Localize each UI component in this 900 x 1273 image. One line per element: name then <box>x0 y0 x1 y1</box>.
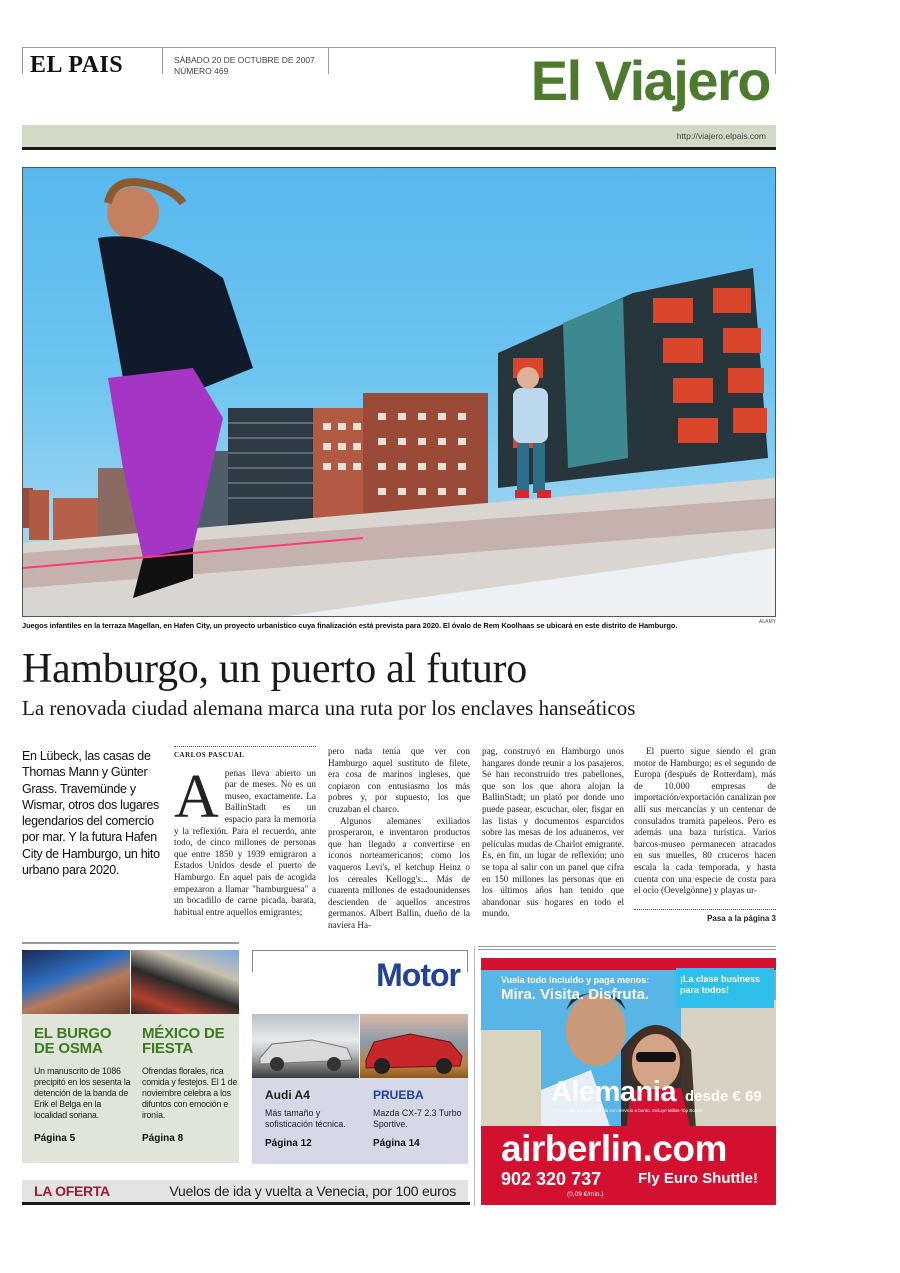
section-separator <box>22 942 239 944</box>
hafen-city-photo-illustration <box>23 168 776 617</box>
byline: CARLOS PASCUAL <box>174 751 245 759</box>
oferta-bar[interactable] <box>22 1180 468 1202</box>
ad-fineprint: Precio total del vuelo de ida con servicio a bordo. Incluye Millas-Top Bonus <box>553 1108 703 1113</box>
ad-tagline: Vuela todo incluido y paga menos: <box>501 975 650 985</box>
ad-business-text: ¡La clase business para todos! <box>680 974 761 995</box>
ad-business-badge <box>676 968 774 1008</box>
oferta-text: Vuelos de ida y vuelta a Venecia, por 100 euros <box>169 1183 456 1199</box>
motor-box <box>252 1078 468 1164</box>
promo-box <box>22 1014 239 1163</box>
motor-item-page: Página 14 <box>373 1138 420 1149</box>
divider <box>775 48 776 74</box>
car-icon <box>252 1014 359 1078</box>
promo-el-burgo[interactable] <box>34 1026 134 1144</box>
article-column-1 <box>174 746 316 918</box>
dateline <box>174 55 315 77</box>
photo-caption: Juegos infantiles en la terraza Magellan, en Hafen City, un proyecto urbanístico cuya finalización está prevista para 2020. El óvalo de Rem Koolhaas se ubicará en este distrito de Hamburgo. <box>22 621 678 630</box>
el-burgo-photo[interactable] <box>22 950 130 1014</box>
photo-credit: ALAMY <box>759 619 776 625</box>
motor-item-page: Página 12 <box>265 1138 312 1149</box>
ad-price: desde € 69 <box>685 1088 762 1105</box>
section-title: El Viajero <box>530 49 770 112</box>
airberlin-ad[interactable] <box>481 958 776 1205</box>
article-column-2 <box>328 746 470 932</box>
continue-rule <box>634 909 776 910</box>
section-url[interactable]: http://viajero.elpais.com <box>676 131 766 141</box>
ad-destination: Alemania <box>551 1076 676 1108</box>
audi-photo[interactable] <box>252 1014 359 1078</box>
article-column-4 <box>634 746 776 924</box>
ad-rule <box>478 949 776 950</box>
issue-number: NÚMERO 469 <box>174 66 229 76</box>
motor-item-text: Más tamaño y sofisticación técnica. <box>265 1108 346 1129</box>
oferta-label: LA OFERTA <box>34 1183 110 1199</box>
ad-rate: (0,09 €/min.) <box>567 1191 604 1198</box>
motor-item-title: Audi A4 <box>265 1088 310 1102</box>
oferta-rule <box>22 1202 470 1205</box>
header-rule <box>22 147 776 150</box>
promo-page: Página 8 <box>142 1133 184 1144</box>
promo-mexico[interactable] <box>142 1026 242 1144</box>
mexico-photo[interactable] <box>131 950 239 1014</box>
section-bar <box>22 125 776 147</box>
divider <box>22 48 23 74</box>
motor-item-title: PRUEBA <box>373 1088 424 1102</box>
main-photo <box>22 167 776 617</box>
ad-divider <box>474 946 475 1206</box>
car-icon <box>360 1014 468 1078</box>
promo-title: MÉXICO DE FIESTA <box>142 1025 225 1057</box>
article-column-3 <box>482 746 624 920</box>
mazda-photo[interactable] <box>360 1014 468 1078</box>
article-subhead: La renovada ciudad alemana marca una ruta por los enclaves hanseáticos <box>22 696 636 720</box>
paragraph: pero nada tenía que ver con Hamburgo aquel sustituto de filete, era cosa de marinos ingleses, que copiaron con entusiasmo los más pobres y, por supuesto, los que cruzaban el charco. <box>328 746 470 814</box>
ad-slogan: Mira. Visita. Disfruta. <box>501 986 650 1003</box>
promo-text: Ofrendas florales, rica comida y festejos. El 1 de noviembre celebra a los difuntos con emoción e ironía. <box>142 1066 238 1120</box>
ad-brand[interactable]: airberlin.com <box>501 1128 727 1169</box>
promo-page: Página 5 <box>34 1133 76 1144</box>
ad-shuttle: Fly Euro Shuttle! <box>638 1170 758 1187</box>
drop-cap: A <box>174 762 219 831</box>
divider <box>328 48 329 74</box>
promo-title: EL BURGO DE OSMA <box>34 1025 112 1057</box>
promo-text: Un manuscrito de 1086 precipitó en los sesenta la detención de la banda de Erik el Belga en la localidad soriana. <box>34 1066 131 1120</box>
issue-date: SÁBADO 20 DE OCTUBRE DE 2007 <box>174 55 315 65</box>
byline-rule <box>174 746 316 747</box>
article-lede: En Lübeck, las casas de Thomas Mann y Günter Grass. Travemünde y Wismar, otros dos lugares legendarios del comercio por mar. Y la futura Hafen City de Hamburgo, un hito urbano para 2020. <box>22 749 160 878</box>
continue-link[interactable]: Pasa a la página 3 <box>707 913 776 923</box>
paragraph: pag, construyó en Hamburgo unos hangares donde reunir a los pasajeros. Se han reconstruido tres pabellones, que son los que ahora alojan la BallinStadt; un plató por donde uno puede pasear, escuchar, oler, fisgar en las listas y documentos esparcidos sobre las mesas de los aduaneros, ver películas mudas de Charlot emigrante. Es, en fin, un lugar de reflexión; uno se topa al salir con un panel que cifra en 150 millones las personas que en los últimos años han tenido que abandonar sus hogares en todo el mundo. <box>482 746 624 919</box>
paragraph: El puerto sigue siendo el gran motor de Hamburgo; es el segundo de Europa (después de Rotterdam), más de 10.000 empresas de importación/exportación canalizan por allí sus mercancías y un centenar de consulados tramita papeleos. Pero es además una baza turística. Varios barcos-museo permanecen atracados en sus muelles, 80 cruceros hacen escala la cada temporada, y hasta cuenta con una especie de costa para el ocio (Oevelgönne) y playas ur- <box>634 746 776 896</box>
motor-audi[interactable] <box>265 1088 365 1149</box>
ad-phone: 902 320 737 <box>501 1169 602 1189</box>
divider <box>162 48 163 74</box>
ad-rule <box>478 946 776 947</box>
motor-title: Motor <box>376 957 460 993</box>
newspaper-logo: EL PAIS <box>30 52 124 78</box>
paragraph: Algunos alemanes exiliados prosperaron, e inventaron productos que han llegado a convertirse en iconos norteamericanos; como los vaqueros Levi's, el ketchup Heinz o los cereales Kellogg's... Más de cuarenta millones de estadounidenses descienden de aquellos ancestros germanos. Albert Ballin, dueño de la naviera Ha- <box>328 815 470 930</box>
motor-item-text: Mazda CX-7 2.3 Turbo Sportive. <box>373 1108 462 1129</box>
paragraph: penas lleva abierto un par de meses. No es un museo, exactamente. La BallinStadt es un espacio para la memoria y la reflexión. Para el recuerdo, ante todo, de cinco millones de personas que entre 1850 y 1939 emigraron a Estados Unidos desde el puerto de Hamburgo. En aquel país de acogida empezaron a llamar "hamburguesa" a un bocadillo de carne picada, barata, habitual entre aquellos emigrantes; <box>174 767 316 917</box>
motor-mazda[interactable] <box>373 1088 473 1149</box>
article-headline[interactable]: Hamburgo, un puerto al futuro <box>22 646 527 692</box>
